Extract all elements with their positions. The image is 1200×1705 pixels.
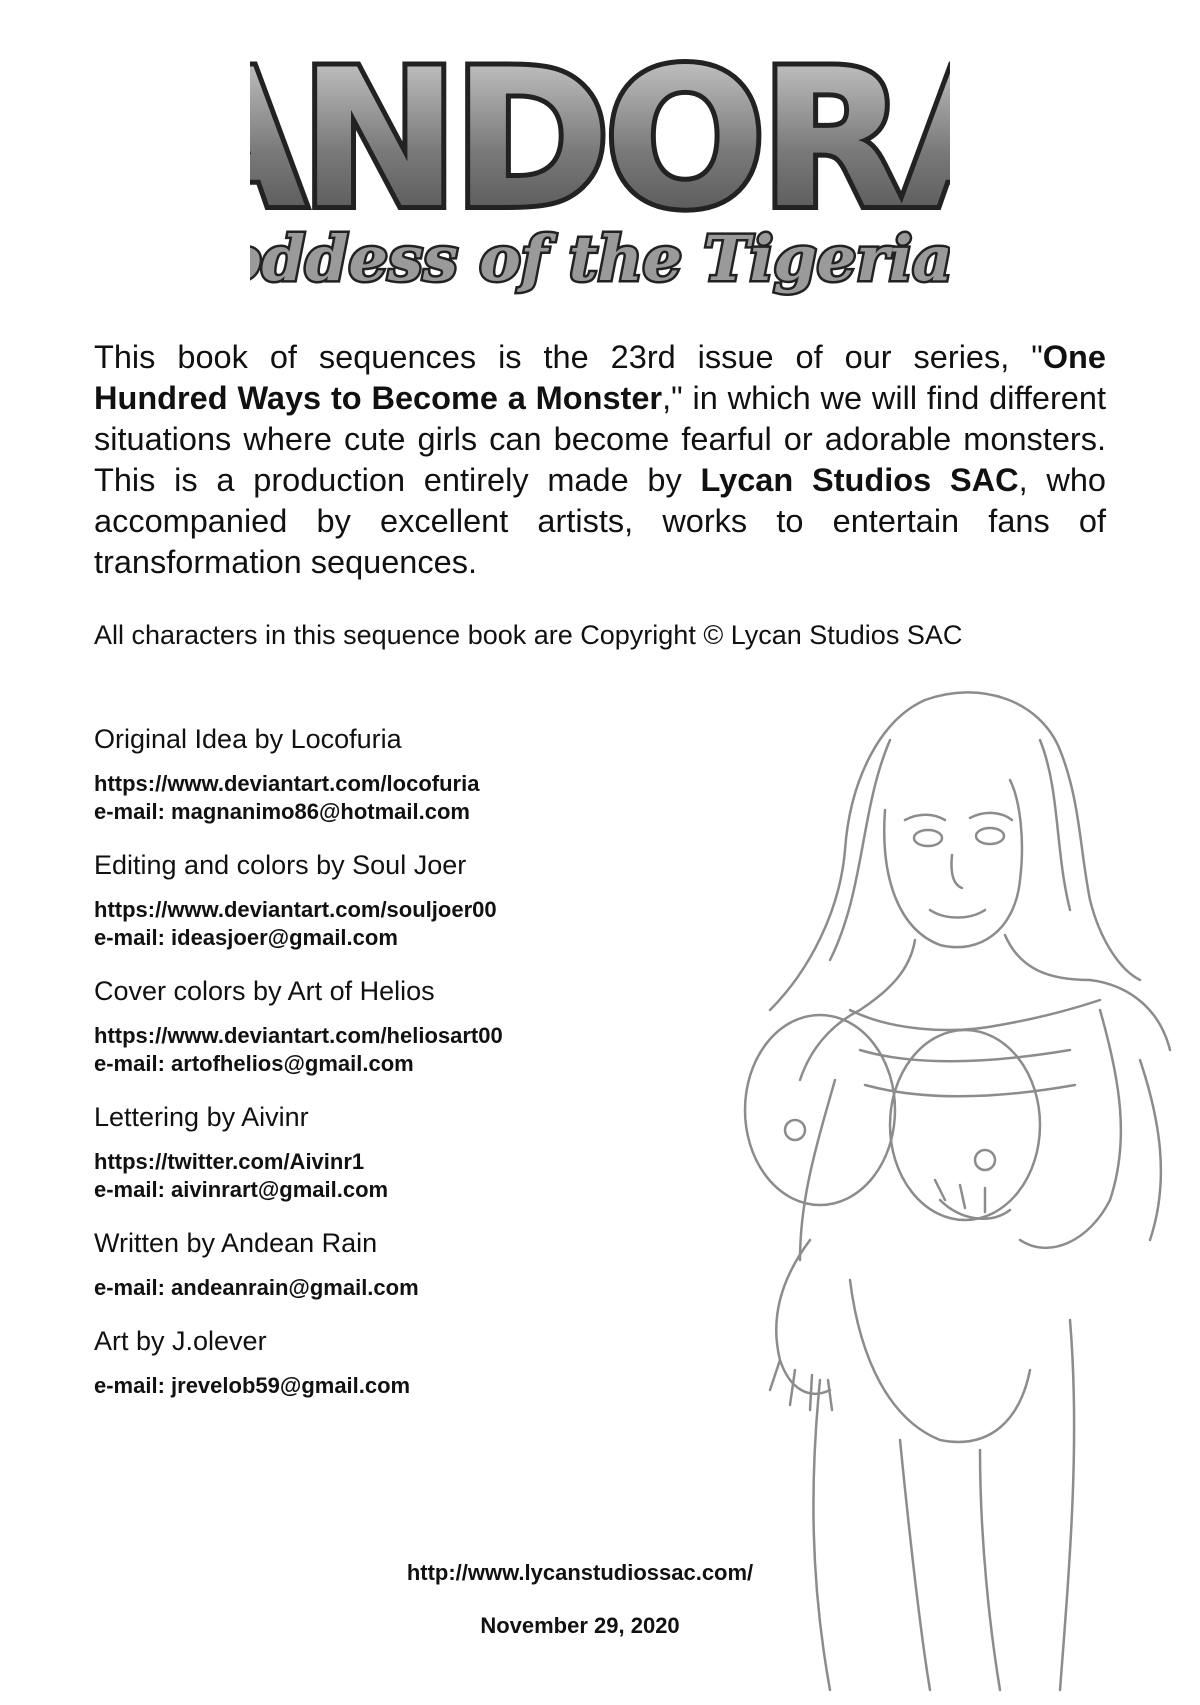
credit-cover-colors bbox=[94, 974, 714, 1078]
credit-art bbox=[94, 1324, 714, 1400]
logo-title: NDOR bbox=[299, 30, 901, 250]
credit-email[interactable]: e-mail: magnanimo86@hotmail.com bbox=[94, 799, 470, 824]
logo-graphic bbox=[250, 30, 950, 315]
credit-role: Cover colors by Art of Helios bbox=[94, 976, 435, 1006]
line-art-illustration bbox=[740, 680, 1200, 1700]
intro-text-1: This book of sequences is the 23rd issue of our series, " bbox=[94, 339, 1043, 375]
publication-date: November 29, 2020 bbox=[480, 1613, 680, 1638]
credit-original-idea bbox=[94, 722, 714, 826]
credit-editing-colors bbox=[94, 848, 714, 952]
credit-deviantart-link[interactable]: https://www.deviantart.com/souljoer00 bbox=[94, 897, 497, 922]
credit-email[interactable]: e-mail: andeanrain@gmail.com bbox=[94, 1275, 419, 1300]
credit-lettering bbox=[94, 1100, 714, 1204]
logo-subtitle: ddess of the Tigeria bbox=[261, 222, 950, 295]
credit-deviantart-link[interactable]: https://www.deviantart.com/locofuria bbox=[94, 771, 480, 796]
studio-name: Lycan Studios SAC bbox=[700, 462, 1019, 498]
credit-twitter-link[interactable]: https://twitter.com/Aivinr1 bbox=[94, 1149, 365, 1174]
credit-role: Editing and colors by Soul Joer bbox=[94, 850, 467, 880]
credit-role: Art by J.olever bbox=[94, 1326, 267, 1356]
credit-email[interactable]: e-mail: aivinrart@gmail.com bbox=[94, 1177, 389, 1202]
credit-email[interactable]: e-mail: ideasjoer@gmail.com bbox=[94, 925, 398, 950]
character-line-art bbox=[740, 680, 1200, 1700]
intro-text-2: ," in which we will find different situations where cute girls can become fearful or adorable monsters. This is a production entirely made by bbox=[94, 380, 1106, 498]
studio-website-link[interactable]: http://www.lycanstudiossac.com/ bbox=[406, 1560, 754, 1585]
intro-paragraph bbox=[94, 337, 1106, 583]
series-name: One Hundred Ways to Become a Monster bbox=[94, 339, 1106, 416]
andora-logo bbox=[250, 30, 950, 315]
credit-deviantart-link[interactable]: https://www.deviantart.com/heliosart00 bbox=[94, 1023, 503, 1048]
credits-list bbox=[94, 722, 714, 1422]
credit-writer bbox=[94, 1226, 714, 1302]
intro-text-3: , who accompanied by excellent artists, works to entertain fans of transformation sequences. bbox=[94, 462, 1106, 580]
credit-email[interactable]: e-mail: artofhelios@gmail.com bbox=[94, 1051, 414, 1076]
copyright-notice: All characters in this sequence book are Copyright © Lycan Studios SAC bbox=[94, 620, 963, 650]
credit-email[interactable]: e-mail: jrevelob59@gmail.com bbox=[94, 1373, 411, 1398]
credit-role: Written by Andean Rain bbox=[94, 1228, 378, 1258]
credit-role: Lettering by Aivinr bbox=[94, 1102, 309, 1132]
credit-role: Original Idea by Locofuria bbox=[94, 724, 402, 754]
